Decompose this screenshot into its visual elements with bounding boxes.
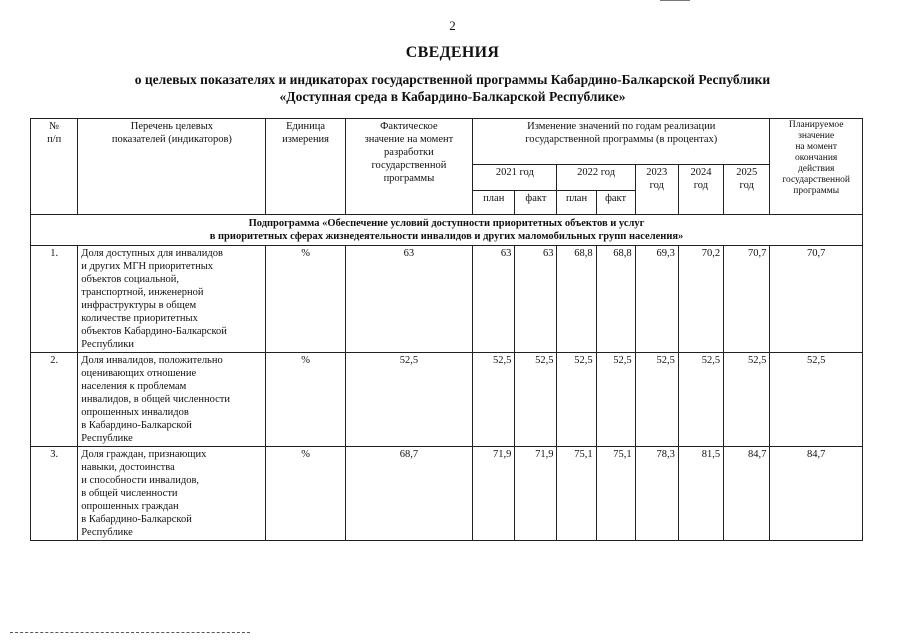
- row-num: 2.: [31, 353, 78, 447]
- header-2021-fact: факт: [515, 191, 557, 215]
- row-2023: 78,3: [635, 447, 678, 541]
- row-2022-plan: 52,5: [557, 353, 596, 447]
- row-2025: 52,5: [724, 353, 770, 447]
- table-row: [31, 447, 863, 541]
- header-num: № п/п: [31, 119, 78, 215]
- row-2021-fact: 71,9: [515, 447, 557, 541]
- row-num: 3.: [31, 447, 78, 541]
- header-year-2024: 2024 год: [678, 165, 723, 215]
- header-2022-plan: план: [557, 191, 596, 215]
- row-unit: %: [266, 447, 345, 541]
- indicators-table: [30, 118, 863, 541]
- header-year-2021: 2021 год: [473, 165, 557, 191]
- row-planned-value: 84,7: [770, 447, 863, 541]
- header-year-2023: 2023 год: [635, 165, 678, 215]
- row-2022-plan: 68,8: [557, 246, 596, 353]
- header-planned-value: Планируемое значение на момент окончания действия государственной программы: [770, 119, 863, 215]
- row-2021-fact: 63: [515, 246, 557, 353]
- scan-artifact-bottom: [10, 632, 250, 635]
- row-planned-value: 52,5: [770, 353, 863, 447]
- row-2025: 84,7: [724, 447, 770, 541]
- row-2022-plan: 75,1: [557, 447, 596, 541]
- row-num: 1.: [31, 246, 78, 353]
- document-subtitle: [0, 71, 905, 105]
- row-2024: 52,5: [678, 353, 723, 447]
- header-2022-fact: факт: [596, 191, 635, 215]
- row-indicator-name: Доля доступных для инвалидов и других МГН приоритетных объектов социальной, транспортной, инженерной инфраструктуры в общем количестве приоритетных объектов Кабардино-Балкарской Республики: [78, 246, 266, 353]
- subprogram-line-1: Подпрограмма «Обеспечение условий доступности приоритетных объектов и услуг: [248, 218, 645, 229]
- row-2025: 70,7: [724, 246, 770, 353]
- row-2023: 52,5: [635, 353, 678, 447]
- header-year-2025: 2025 год: [724, 165, 770, 215]
- row-2021-plan: 63: [473, 246, 515, 353]
- page-number: 2: [449, 18, 456, 33]
- subprogram-row: [31, 215, 863, 246]
- row-2023: 69,3: [635, 246, 678, 353]
- header-indicator-list: Перечень целевых показателей (индикаторов): [78, 119, 266, 215]
- row-2021-fact: 52,5: [515, 353, 557, 447]
- header-unit: Единица измерения: [266, 119, 345, 215]
- table-row: [31, 353, 863, 447]
- header-actual-value: Фактическое значение на момент разработки государственной программы: [345, 119, 473, 215]
- row-2021-plan: 52,5: [473, 353, 515, 447]
- row-planned-value: 70,7: [770, 246, 863, 353]
- subtitle-line-1: о целевых показателях и индикаторах государственной программы Кабардино-Балкарской Республики: [134, 72, 771, 87]
- row-2022-fact: 68,8: [596, 246, 635, 353]
- row-indicator-name: Доля инвалидов, положительно оценивающих отношение населения к проблемам инвалидов, в общей численности опрошенных инвалидов в Кабардино-Балкарской Республике: [78, 353, 266, 447]
- document-title: СВЕДЕНИЯ: [405, 44, 500, 61]
- subprogram-line-2: в приоритетных сферах жизнедеятельности инвалидов и других маломобильных групп населения»: [209, 231, 684, 242]
- header-2021-plan: план: [473, 191, 515, 215]
- header-row-1: [31, 119, 863, 165]
- table-row: [31, 246, 863, 353]
- row-2022-fact: 75,1: [596, 447, 635, 541]
- header-change-by-years: Изменение значений по годам реализации государственной программы (в процентах): [473, 119, 770, 165]
- row-2024: 81,5: [678, 447, 723, 541]
- row-indicator-name: Доля граждан, признающих навыки, достоинства и способности инвалидов, в общей численности опрошенных граждан в Кабардино-Балкарской Республике: [78, 447, 266, 541]
- row-2021-plan: 71,9: [473, 447, 515, 541]
- row-actual-value: 52,5: [345, 353, 473, 447]
- row-actual-value: 63: [345, 246, 473, 353]
- row-unit: %: [266, 246, 345, 353]
- header-year-2022: 2022 год: [557, 165, 635, 191]
- subtitle-line-2: «Доступная среда в Кабардино-Балкарской Республике»: [279, 89, 626, 104]
- row-unit: %: [266, 353, 345, 447]
- scan-artifact-top: [660, 0, 690, 3]
- subprogram-title: [31, 215, 863, 246]
- row-2024: 70,2: [678, 246, 723, 353]
- row-2022-fact: 52,5: [596, 353, 635, 447]
- row-actual-value: 68,7: [345, 447, 473, 541]
